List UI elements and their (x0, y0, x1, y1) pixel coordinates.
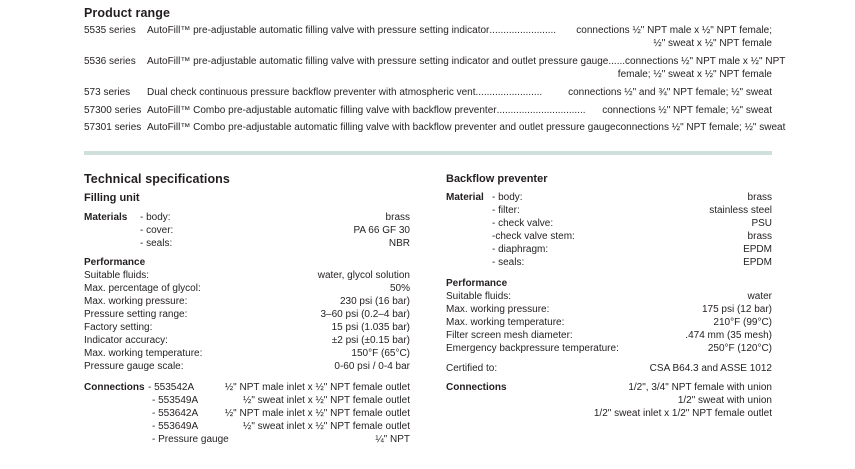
series-connections: connections ½" NPT male x ½" NPT (625, 56, 786, 67)
series-connections-cont: ½" sweat x ½" NPT female (653, 37, 772, 49)
tech-spec-title: Technical specifications (84, 172, 230, 186)
connection-code: - 553642A (152, 408, 199, 419)
connection-value: ½" sweat inlet x ½" NPT female outlet (243, 421, 410, 432)
product-range-list (84, 25, 786, 139)
spec-row (84, 269, 410, 282)
filling-unit-title: Filling unit (84, 192, 140, 204)
series-connections: connections ½" and ¾" NPT female; ½" sweat (568, 87, 772, 98)
list-item (84, 105, 772, 122)
spec-value: ±2 psi (±0.15 bar) (331, 335, 410, 346)
spec-row (84, 282, 410, 295)
list-item (84, 51, 786, 87)
series-connections-cont: female; ½" sweat x ½" NPT female (617, 68, 772, 80)
backflow-materials (446, 191, 772, 269)
list-item (84, 25, 772, 51)
connection-value: 1/2" sweat inlet x 1/2" NPT female outlet (593, 408, 772, 419)
product-range-title: Product range (84, 6, 171, 20)
spec-label: Max. working pressure: (446, 304, 550, 315)
series-connections: connections ½" NPT female; ½" sweat (602, 105, 772, 116)
filling-unit-connections (84, 381, 410, 446)
spec-value: NBR (388, 238, 410, 249)
spec-value: .474 mm (35 mesh) (685, 330, 772, 341)
series-name: 5535 series (84, 25, 136, 36)
spec-value: EPDM (743, 257, 772, 268)
filling-unit-materials (84, 211, 410, 250)
spec-label: Pressure gauge scale: (84, 361, 184, 372)
material-label: Material (446, 192, 484, 203)
series-name: 5536 series (84, 56, 136, 67)
spec-row (446, 204, 772, 217)
spec-value: brass (747, 231, 772, 242)
series-name: 573 series (84, 87, 131, 98)
series-name: 57301 series (84, 122, 142, 133)
spec-row (446, 381, 772, 394)
backflow-title: Backflow preventer (446, 173, 548, 185)
spec-row (446, 342, 772, 355)
spec-value: 3–60 psi (0.2–4 bar) (320, 309, 410, 320)
spec-row (446, 316, 772, 329)
connection-value: 1/2" sweat with union (677, 395, 772, 406)
spec-row (446, 303, 772, 316)
backflow-connections-label: Connections (446, 382, 507, 393)
connections-label: Connections (84, 382, 145, 393)
spec-row (84, 224, 410, 237)
list-item (84, 122, 786, 139)
connection-code: - 553549A (152, 395, 199, 406)
spec-row (446, 217, 772, 230)
series-name: 57300 series (84, 105, 142, 116)
connection-value: ½" NPT male inlet x ½" NPT female outlet (224, 382, 410, 393)
spec-value: water (747, 291, 772, 302)
spec-label: - body: (140, 212, 171, 223)
series-connections: connections ½" NPT male x ½" NPT female; (576, 25, 772, 36)
series-description: AutoFill™ pre-adjustable automatic filling valve with pressure setting indicator (147, 25, 490, 36)
connection-value: ½" sweat inlet x ½" NPT female outlet (243, 395, 410, 406)
spec-row (84, 347, 410, 360)
backflow-performance-label: Performance (446, 278, 508, 289)
spec-value: PSU (751, 218, 772, 229)
dot-leader: ........................ (475, 87, 543, 98)
spec-value: brass (747, 192, 772, 203)
certification-row (446, 362, 772, 375)
spec-label: - diaphragm: (492, 244, 549, 255)
spec-row (84, 211, 410, 224)
spec-value: brass (385, 212, 410, 223)
spec-value: stainless steel (709, 205, 772, 216)
spec-row (446, 290, 772, 303)
dot-leader: ...... (608, 56, 626, 67)
connection-value: ¼" NPT (375, 434, 410, 445)
spec-label: Indicator accuracy: (84, 335, 168, 346)
spec-row (446, 191, 772, 204)
spec-label: Max. working temperature: (84, 348, 203, 359)
spec-label: Max. percentage of glycol: (84, 283, 201, 294)
series-description: Dual check continuous pressure backflow preventer with atmospheric vent (147, 87, 476, 98)
spec-row (84, 308, 410, 321)
certified-label: Certified to: (446, 363, 498, 374)
spec-row (84, 420, 410, 433)
spec-value: PA 66 GF 30 (353, 225, 410, 236)
spec-value: 50% (389, 283, 410, 294)
spec-row (84, 381, 410, 394)
performance-label: Performance (84, 257, 146, 268)
spec-label: Suitable fluids: (84, 270, 150, 281)
spec-row (84, 407, 410, 420)
spec-row (446, 329, 772, 342)
spec-row (446, 243, 772, 256)
connection-code: - Pressure gauge (152, 434, 229, 445)
connection-value: ½" NPT male inlet x ½" NPT female outlet (224, 408, 410, 419)
spec-label: - cover: (140, 225, 174, 236)
spec-label: - seals: (140, 238, 173, 249)
spec-value: 210°F (99°C) (713, 317, 772, 328)
spec-row (84, 295, 410, 308)
series-description: AutoFill™ pre-adjustable automatic filling valve with pressure setting indicator and outlet pressure gauge (147, 56, 609, 67)
spec-label: - seals: (492, 257, 525, 268)
spec-row (84, 237, 410, 250)
spec-value: EPDM (743, 244, 772, 255)
list-item (84, 87, 772, 105)
spec-row (84, 321, 410, 334)
spec-row (84, 394, 410, 407)
series-description: AutoFill™ Combo pre-adjustable automatic filling valve with backflow preventer (147, 105, 497, 116)
spec-value: 150°F (65°C) (351, 348, 410, 359)
dot-leader: ................................ (496, 105, 586, 116)
spec-value: 175 psi (12 bar) (701, 304, 772, 315)
spec-label: Max. working pressure: (84, 296, 188, 307)
spec-label: Pressure setting range: (84, 309, 188, 320)
spec-label: - check valve: (492, 218, 554, 229)
spec-row (84, 334, 410, 347)
spec-value: 15 psi (1.035 bar) (331, 322, 410, 333)
backflow-performance (446, 290, 772, 355)
spec-label: Max. working temperature: (446, 317, 565, 328)
spec-label: Emergency backpressure temperature: (446, 343, 619, 354)
connection-code: - 553542A (148, 382, 195, 393)
section-divider (84, 151, 772, 155)
spec-label: Suitable fluids: (446, 291, 512, 302)
spec-value: 230 psi (16 bar) (339, 296, 410, 307)
backflow-connections (446, 381, 772, 420)
spec-value: 250°F (120°C) (707, 343, 772, 354)
filling-unit-performance (84, 269, 410, 373)
spec-label: Filter screen mesh diameter: (446, 330, 573, 341)
spec-value: 0-60 psi / 0-4 bar (334, 361, 410, 372)
spec-label: Factory setting: (84, 322, 153, 333)
spec-label: - body: (492, 192, 523, 203)
spec-value: water, glycol solution (317, 270, 410, 281)
connection-value: 1/2", 3/4" NPT female with union (628, 382, 772, 393)
connection-code: - 553649A (152, 421, 199, 432)
materials-label: Materials (84, 212, 128, 223)
spec-row (446, 230, 772, 243)
series-description: AutoFill™ Combo pre-adjustable automatic filling valve with backflow preventer and outlet pressure gauge (147, 122, 616, 133)
series-connections: connections ½" NPT female; ½" sweat (615, 122, 786, 133)
dot-leader: ........................ (489, 25, 557, 36)
spec-label: -check valve stem: (492, 231, 575, 242)
spec-row (446, 256, 772, 269)
spec-label: - filter: (492, 205, 520, 216)
spec-row (84, 360, 410, 373)
certified-value: CSA B64.3 and ASSE 1012 (649, 363, 772, 374)
spec-row (84, 433, 410, 446)
